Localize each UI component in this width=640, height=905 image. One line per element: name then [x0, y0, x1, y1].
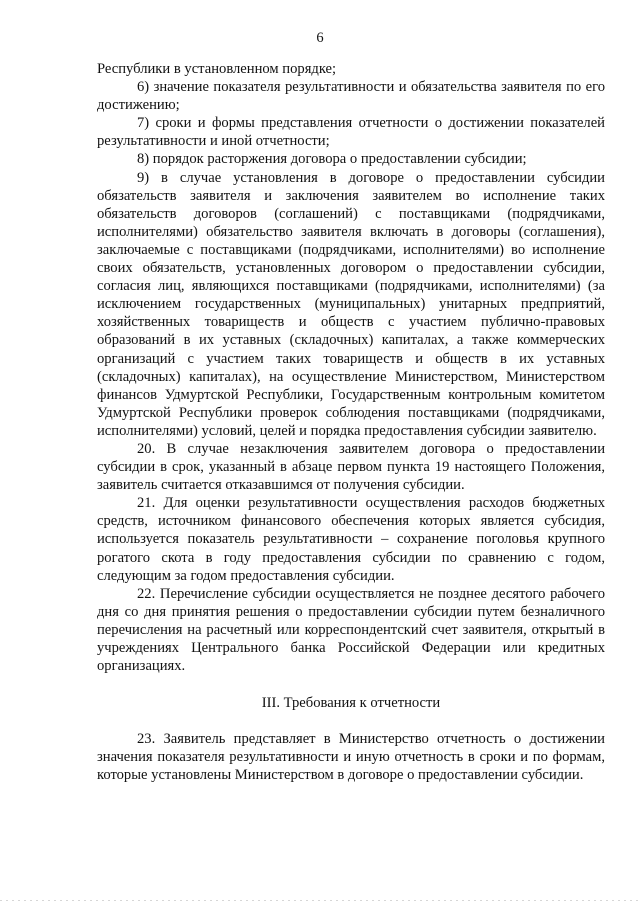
section-heading: III. Требования к отчетности	[261, 695, 441, 712]
paragraph-item-8: 8) порядок расторжения договора о предоставлении субсидии;	[137, 151, 527, 168]
paragraph-clause-22: 22. Перечисление субсидии осуществляется не позднее десятого рабочего дня со дня принятия решения о предоставлении субсидии путем безналичного перечисления на расчетный или корреспондентский счет заявителя, открытый в учреждениях Центрального банка Российской Федерации или кредитных организациях.	[97, 585, 605, 675]
paragraph-item-6: 6) значение показателя результативности и обязательства заявителя по его достижению;	[97, 79, 605, 114]
paragraph-clause-20: 20. В случае незаключения заявителем договора о предоставлении субсидии в срок, указанный в абзаце первом пункта 19 настоящего Положения, заявитель считается отказавшимся от получения субсидии.	[97, 440, 605, 494]
paragraph-item-9: 9) в случае установления в договоре о предоставлении субсидии обязательств заявителя и заключения заявителем во исполнение таких обязательств договоров (соглашений) с поставщиками (подрядчиками, исполнителями) обязательство заявителя включать в договоры (соглашения), заключаемые с поставщиками (подрядчиками, исполнителями) во исполнение своих обязательств, установленных договором о предоставлении субсидии, согласия лиц, являющихся поставщиками (подрядчиками, исполнителями) (за исключением государственных (муниципальных) унитарных предприятий, хозяйственных товариществ и обществ с участием публично-правовых образований в их уставных (складочных) капиталах, а также коммерческих организаций с участием таких товариществ и обществ в их уставных (складочных) капиталах), на осуществление Министерством, Министерством финансов Удмуртской Республики, Государственным контрольным комитетом Удмуртской Республики проверок соблюдения поставщиками (подрядчиками, исполнителями) условий, целей и порядка предоставления субсидии заявителю.	[97, 169, 605, 439]
page-number: 6	[316, 30, 324, 46]
paragraph-clause-21: 21. Для оценки результативности осуществления расходов бюджетных средств, источником финансового обеспечения которых является субсидия, используется показатель результативности – сохранение поголовья крупного рогатого скота в году предоставления субсидии по сравнению с годом, следующим за годом предоставления субсидии.	[97, 495, 605, 584]
document-body	[97, 60, 605, 785]
paragraph-continuation: Республики в установленном порядке;	[97, 61, 337, 77]
scan-edge-artifact	[0, 900, 640, 901]
paragraph-clause-23: 23. Заявитель представляет в Министерство отчетность о достижении значения показателя результативности и иную отчетность в сроки и по формам, которые установлены Министерством в договоре о предоставлении субсидии.	[97, 731, 605, 784]
paragraph-item-7: 7) сроки и формы представления отчетности о достижении показателей результативности и иной отчетности;	[97, 115, 605, 150]
